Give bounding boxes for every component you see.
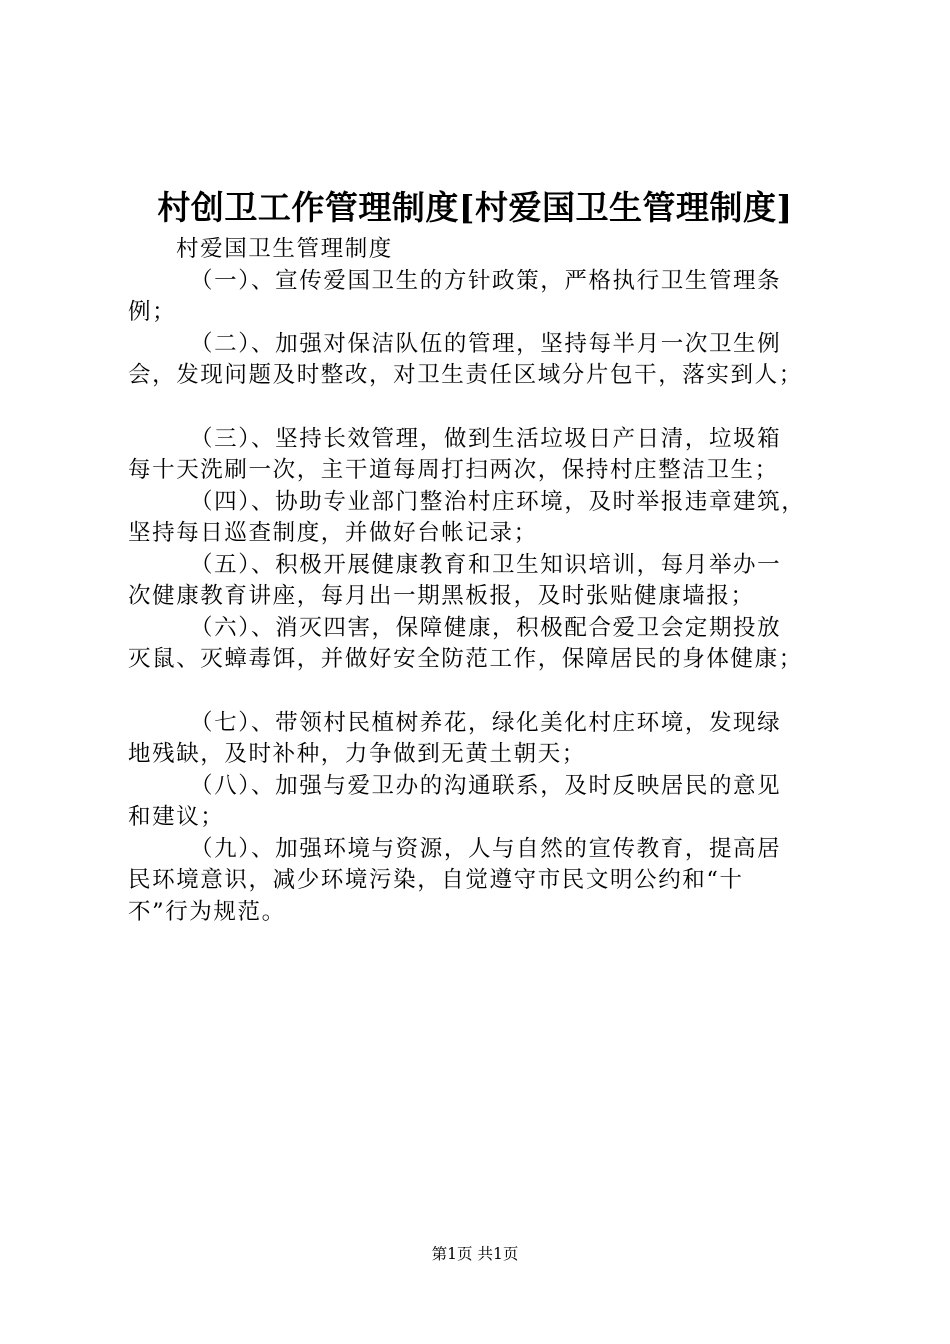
paragraph-line: （六）、消灭四害，保障健康，积极配合爱卫会定期投放 — [190, 614, 782, 641]
paragraph-line: 和建议； — [128, 804, 225, 830]
paragraph-line: （三）、坚持长效管理，做到生活垃圾日产日清，垃圾箱 — [190, 425, 782, 452]
document-body — [128, 234, 844, 928]
paragraph-line: 地残缺，及时补种，力争做到无黄土朝天； — [128, 741, 586, 767]
paragraph-6 — [128, 613, 844, 676]
paragraph-line: （七）、带领村民植树养花，绿化美化村庄环境，发现绿 — [190, 709, 782, 736]
paragraph-line: 坚持每日巡查制度，并做好台帐记录； — [128, 520, 538, 546]
paragraph-line: （五）、积极开展健康教育和卫生知识培训，每月举办一 — [190, 551, 782, 578]
paragraph-7 — [128, 708, 844, 771]
paragraph-5 — [128, 550, 844, 613]
paragraph-line: 次健康教育讲座，每月出一期黑板报，及时张贴健康墙报； — [128, 583, 755, 609]
paragraph-line: （八）、加强与爱卫办的沟通联系，及时反映居民的意见 — [190, 772, 782, 799]
paragraph-line: 例； — [128, 299, 177, 325]
paragraph-line: 不”行为规范。 — [128, 898, 286, 925]
paragraph-8 — [128, 771, 844, 834]
paragraph-line: （四）、协助专业部门整治村庄环境，及时举报违章建筑， — [190, 488, 806, 515]
page-title: 村创卫工作管理制度[村爱国卫生管理制度] — [157, 188, 793, 227]
paragraph-line: （二）、加强对保洁队伍的管理，坚持每半月一次卫生例 — [190, 330, 782, 357]
paragraph-line: （一）、宣传爱国卫生的方针政策，严格执行卫生管理条 — [190, 267, 782, 294]
paragraph-4 — [128, 487, 844, 550]
paragraph-line: （九）、加强环境与资源，人与自然的宣传教育，提高居 — [190, 835, 782, 862]
paragraph-line: 民环境意识，减少环境污染，自觉遵守市民文明公约和“十 — [128, 867, 744, 893]
paragraph-line: 会，发现问题及时整改，对卫生责任区域分片包干，落实到人； — [128, 362, 803, 388]
paragraph-3 — [128, 424, 844, 487]
paragraph-2 — [128, 329, 844, 392]
paragraph-9 — [128, 834, 844, 929]
paragraph-1 — [128, 266, 844, 329]
paragraph-line: 灭鼠、灭蟑毒饵，并做好安全防范工作，保障居民的身体健康； — [128, 646, 803, 672]
paragraph-line: 每十天洗刷一次，主干道每周打扫两次，保持村庄整洁卫生； — [128, 457, 779, 483]
document-subtitle: 村爱国卫生管理制度 — [176, 236, 393, 262]
page-number-footer: 第1页 共1页 — [431, 1245, 519, 1263]
